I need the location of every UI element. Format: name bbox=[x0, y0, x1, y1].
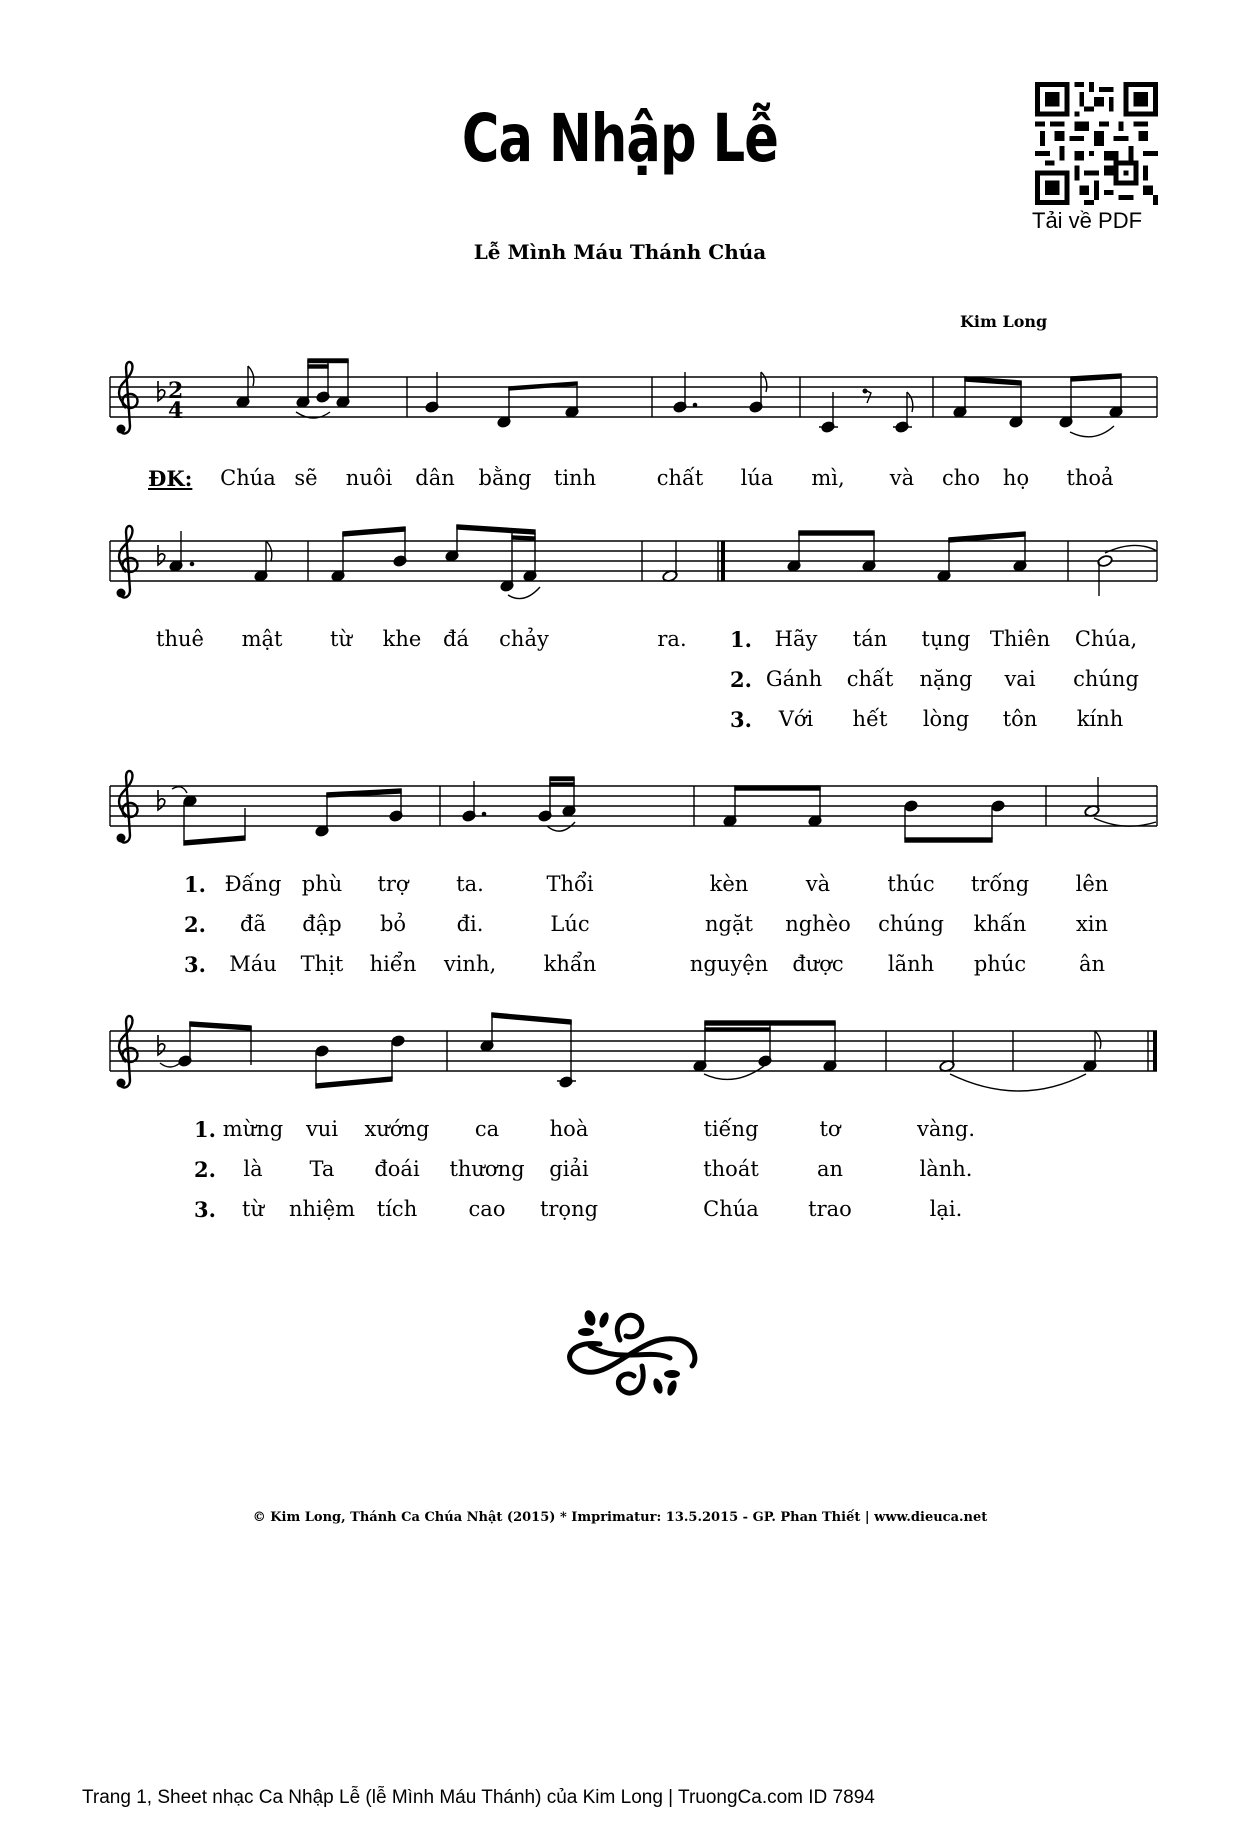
lyric: Thiên bbox=[989, 627, 1051, 651]
lyric: phúc bbox=[973, 952, 1027, 976]
verse-number: 3. bbox=[730, 707, 752, 732]
verse-number: 2. bbox=[730, 667, 752, 692]
lyric: bằng bbox=[478, 466, 532, 490]
verse-number: 2. bbox=[194, 1157, 216, 1182]
lyric: xin bbox=[1075, 912, 1109, 936]
lyric: lúa bbox=[740, 466, 774, 490]
lyric: nuôi bbox=[345, 466, 393, 490]
lyric: khe bbox=[382, 627, 422, 651]
composer: Kim Long bbox=[960, 312, 1048, 331]
lyric: họ bbox=[1002, 466, 1030, 490]
lyric: thúc bbox=[887, 872, 935, 896]
lyric: lãnh bbox=[887, 952, 935, 976]
lyric: Chúa, bbox=[1074, 627, 1138, 651]
lyric: dân bbox=[415, 466, 455, 490]
lyric: tơ bbox=[819, 1117, 841, 1141]
lyric: Lúc bbox=[550, 912, 590, 936]
lyric: chất bbox=[846, 667, 894, 691]
lyric: cao bbox=[468, 1197, 506, 1221]
lyric: tôn bbox=[1002, 707, 1038, 731]
lyric: lòng bbox=[922, 707, 970, 731]
lyric: trọng bbox=[539, 1197, 599, 1221]
lyric: tinh bbox=[553, 466, 597, 490]
lyric: khấn bbox=[973, 912, 1027, 936]
lyric: là bbox=[243, 1157, 263, 1181]
song-title: Ca Nhập Lễ bbox=[461, 100, 779, 177]
lyric: đi. bbox=[456, 912, 484, 936]
lyric: giải bbox=[549, 1157, 589, 1181]
lyric: ca bbox=[474, 1117, 500, 1141]
lyric: ra. bbox=[657, 627, 687, 651]
lyric: Chúa bbox=[703, 1197, 759, 1221]
lyric: vinh, bbox=[443, 952, 497, 976]
lyric: hoà bbox=[549, 1117, 589, 1141]
lyric: tụng bbox=[921, 627, 971, 651]
flourish-ornament-icon bbox=[560, 1300, 700, 1410]
lyric: và bbox=[889, 466, 915, 490]
verse-number: 1. bbox=[194, 1117, 216, 1142]
lyric: Với bbox=[778, 707, 814, 731]
chorus-label: ĐK: bbox=[148, 466, 193, 491]
lyric: sẽ bbox=[294, 466, 318, 490]
copyright-notice: © Kim Long, Thánh Ca Chúa Nhật (2015) * Imprimatur: 13.5.2015 - GP. Phan Thiết | www.dieuca.net bbox=[252, 1510, 988, 1525]
lyric: lành. bbox=[919, 1157, 973, 1181]
lyric: thuê bbox=[156, 627, 204, 651]
lyric: hiển bbox=[369, 952, 417, 976]
lyric: từ bbox=[242, 1197, 264, 1221]
lyric: Hãy bbox=[774, 627, 818, 651]
lyric: trợ bbox=[377, 872, 409, 896]
song-subtitle: Lễ Mình Máu Thánh Chúa bbox=[473, 240, 767, 264]
lyric: khẩn bbox=[543, 952, 597, 976]
lyric: trống bbox=[970, 872, 1030, 896]
lyric: đập bbox=[302, 912, 342, 936]
lyric: mừng bbox=[222, 1117, 284, 1141]
lyric: thoát bbox=[703, 1157, 759, 1181]
verse-number: 1. bbox=[184, 872, 206, 897]
svg-text:4: 4 bbox=[168, 398, 184, 424]
lyric: nặng bbox=[919, 667, 973, 691]
lyric: nguyện bbox=[689, 952, 769, 976]
lyric: ân bbox=[1078, 952, 1106, 976]
lyric: tiếng bbox=[703, 1117, 759, 1141]
lyric: thương bbox=[449, 1157, 525, 1181]
lyric: xướng bbox=[364, 1117, 430, 1141]
lyric: kèn bbox=[709, 872, 749, 896]
lyric: chất bbox=[656, 466, 704, 490]
lyric: thoả bbox=[1066, 466, 1114, 490]
lyric: và bbox=[805, 872, 831, 896]
lyric: tích bbox=[376, 1197, 418, 1221]
lyric: đá bbox=[443, 627, 469, 651]
lyric: hết bbox=[852, 707, 888, 731]
lyric: chúng bbox=[878, 912, 944, 936]
lyric: Thịt bbox=[300, 952, 344, 976]
lyric: được bbox=[792, 952, 844, 976]
lyric: vai bbox=[1004, 667, 1036, 691]
lyric: lại. bbox=[929, 1197, 963, 1221]
verse-number: 3. bbox=[194, 1197, 216, 1222]
lyric: Chúa bbox=[220, 466, 276, 490]
lyric: từ bbox=[330, 627, 352, 651]
lyric: Ta bbox=[309, 1157, 335, 1181]
lyric: vàng. bbox=[916, 1117, 976, 1141]
lyric: bỏ bbox=[379, 912, 407, 936]
verse-number: 3. bbox=[184, 952, 206, 977]
verse-number: 1. bbox=[730, 627, 752, 652]
lyric: kính bbox=[1076, 707, 1124, 731]
lyric: ngặt bbox=[705, 912, 753, 936]
lyric: Thổi bbox=[546, 872, 594, 896]
staff-system-4 bbox=[110, 1031, 1157, 1071]
lyric: trao bbox=[808, 1197, 852, 1221]
lyric: nghèo bbox=[785, 912, 851, 936]
svg-text:2: 2 bbox=[168, 378, 184, 404]
lyric: cho bbox=[942, 466, 980, 490]
lyric: vui bbox=[305, 1117, 339, 1141]
lyric: phù bbox=[301, 872, 343, 896]
lyric: nhiệm bbox=[288, 1197, 356, 1221]
lyric: an bbox=[816, 1157, 844, 1181]
lyric: mật bbox=[241, 627, 283, 651]
lyric: đoái bbox=[374, 1157, 420, 1181]
lyric: đã bbox=[240, 912, 266, 936]
verse-number: 2. bbox=[184, 912, 206, 937]
page-info: Trang 1, Sheet nhạc Ca Nhập Lễ (lễ Mình Máu Thánh) của Kim Long | TruongCa.com ID 7894 bbox=[82, 1787, 875, 1808]
lyric: Máu bbox=[229, 952, 277, 976]
lyric: mì, bbox=[811, 466, 845, 490]
lyric: Đấng bbox=[224, 872, 282, 896]
lyric: lên bbox=[1075, 872, 1109, 896]
lyric: tán bbox=[852, 627, 888, 651]
lyric: ta. bbox=[456, 872, 484, 896]
lyric: Gánh bbox=[765, 667, 823, 691]
lyric: chảy bbox=[499, 627, 549, 651]
lyric: chúng bbox=[1073, 667, 1139, 691]
download-pdf-link[interactable]: Tải về PDF bbox=[1032, 208, 1143, 233]
